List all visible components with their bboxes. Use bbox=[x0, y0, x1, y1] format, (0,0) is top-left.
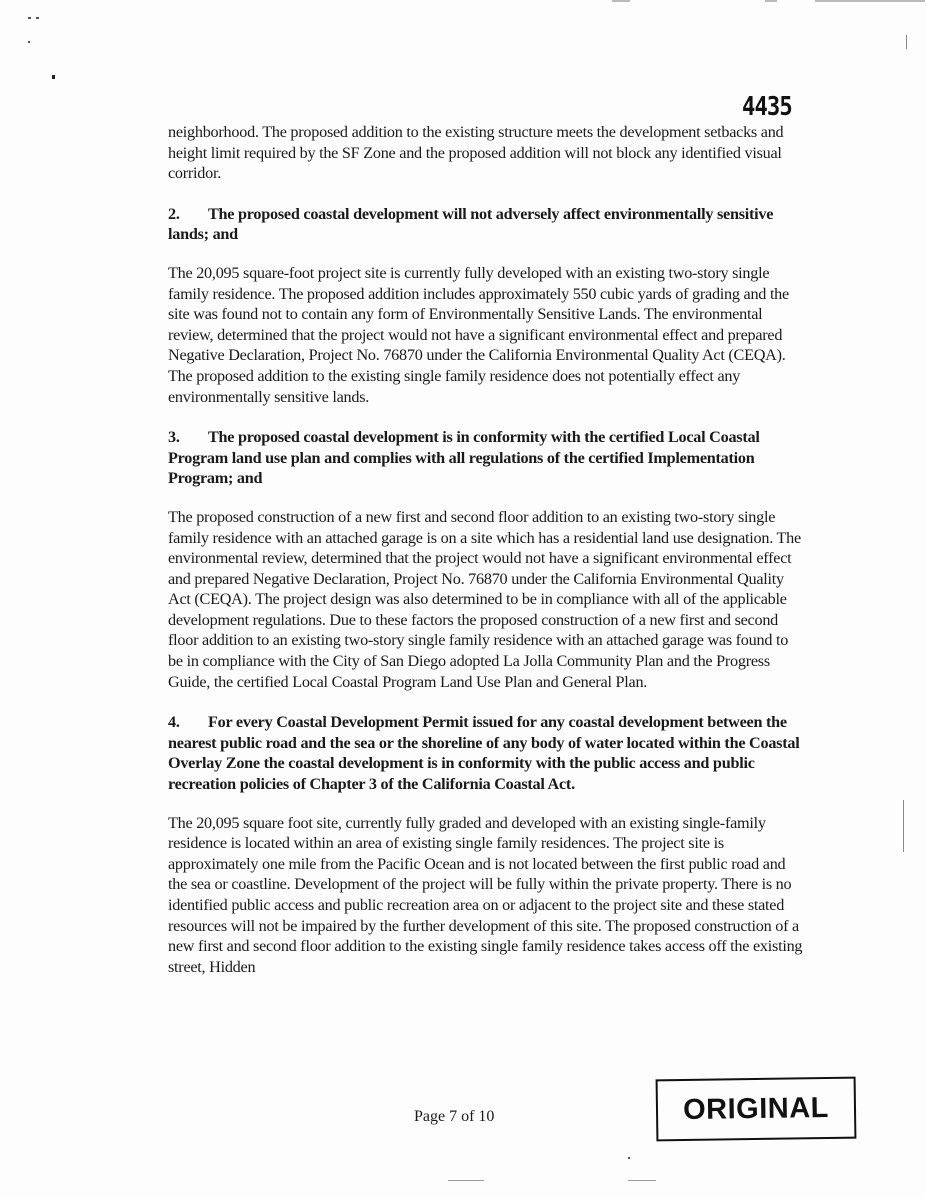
section-number: 2. bbox=[168, 204, 180, 223]
scan-artifact bbox=[448, 1180, 484, 1181]
page-number: Page 7 of 10 bbox=[414, 1108, 495, 1125]
scan-speck bbox=[628, 1157, 630, 1159]
margin-mark bbox=[903, 800, 904, 852]
document-body bbox=[168, 122, 804, 977]
scan-artifact bbox=[815, 0, 925, 2]
section-body-4: The 20,095 square foot site, currently fully graded and developed with an existing single-family residence is located within an area of existing single family residences. The project site is approximately one mile from the Pacific Ocean and is not located between the first public road and the sea or coastline. Development of the project will be fully within the private property. There is no identified public access and public recreation area on or adjacent to the project site and these stated resources will not be impaired by the further development of this site. The proposed construction of a new first and second floor addition to the existing single family residence takes access off the existing street, Hidden bbox=[168, 813, 803, 976]
section-heading-text: The proposed coastal development will not adversely affect environmentally sensitive lands; and bbox=[168, 204, 774, 244]
scan-speck bbox=[28, 41, 30, 43]
section-heading-4 bbox=[168, 712, 804, 794]
section-body-2: The 20,095 square-foot project site is currently fully developed with an existing two-story single family residence. The proposed addition includes approximately 550 cubic yards of grading and the site was found not to contain any form of Environmentally Sensitive Lands. The environmental review, determined that the project would not have a significant environmental effect and prepared Negative Declaration, Project No. 76870 under the California Environmental Quality Act (CEQA). The proposed addition to the existing single family residence does not potentially effect any environmentally sensitive lands. bbox=[168, 263, 789, 406]
stamp-label: ORIGINAL bbox=[682, 1091, 830, 1126]
scan-speck bbox=[28, 17, 31, 19]
section-number: 3. bbox=[168, 428, 180, 447]
scan-artifact bbox=[765, 0, 777, 2]
intro-paragraph: neighborhood. The proposed addition to the existing structure meets the development setbacks and height limit required by the SF Zone and the proposed addition will not block any identified visual corridor. bbox=[168, 123, 784, 183]
original-stamp bbox=[656, 1077, 857, 1142]
scan-speck bbox=[52, 75, 55, 79]
section-heading-3 bbox=[168, 427, 804, 489]
section-heading-text: For every Coastal Development Permit issued for any coastal development between the nearest public road and the sea or the shoreline of any body of water located within the Coastal Overlay Zone the coastal development is in conformity with the public access and public recreation policies of Chapter 3 of the California Coastal Act. bbox=[168, 713, 800, 794]
margin-mark bbox=[906, 35, 907, 49]
scan-artifact bbox=[628, 1180, 656, 1181]
scan-artifact bbox=[612, 0, 630, 2]
section-heading-text: The proposed coastal development is in conformity with the certified Local Coastal Program land use plan and complies with all regulations of the certified Implementation Program; and bbox=[168, 428, 760, 488]
section-body-3: The proposed construction of a new first and second floor addition to an existing two-story single family residence with an attached garage is on a site which has a residential land use designation. The environmental review, determined that the project would not have a significant environmental effect and prepared Negative Declaration, Project No. 76870 under the California Environmental Quality Act (CEQA). The project design was also determined to be in compliance with all of the applicable development regulations. Due to these factors the proposed construction of a new first and second floor addition to an existing two-story single family residence with an attached garage was found to be in compliance with the City of San Diego adopted La Jolla Community Plan and the Progress Guide, the certified Local Coastal Program Land Use Plan and General Plan. bbox=[168, 507, 801, 691]
scan-speck bbox=[36, 17, 39, 19]
section-number: 4. bbox=[168, 713, 180, 732]
section-heading-2 bbox=[168, 204, 804, 245]
document-number: 4435 bbox=[742, 92, 792, 122]
